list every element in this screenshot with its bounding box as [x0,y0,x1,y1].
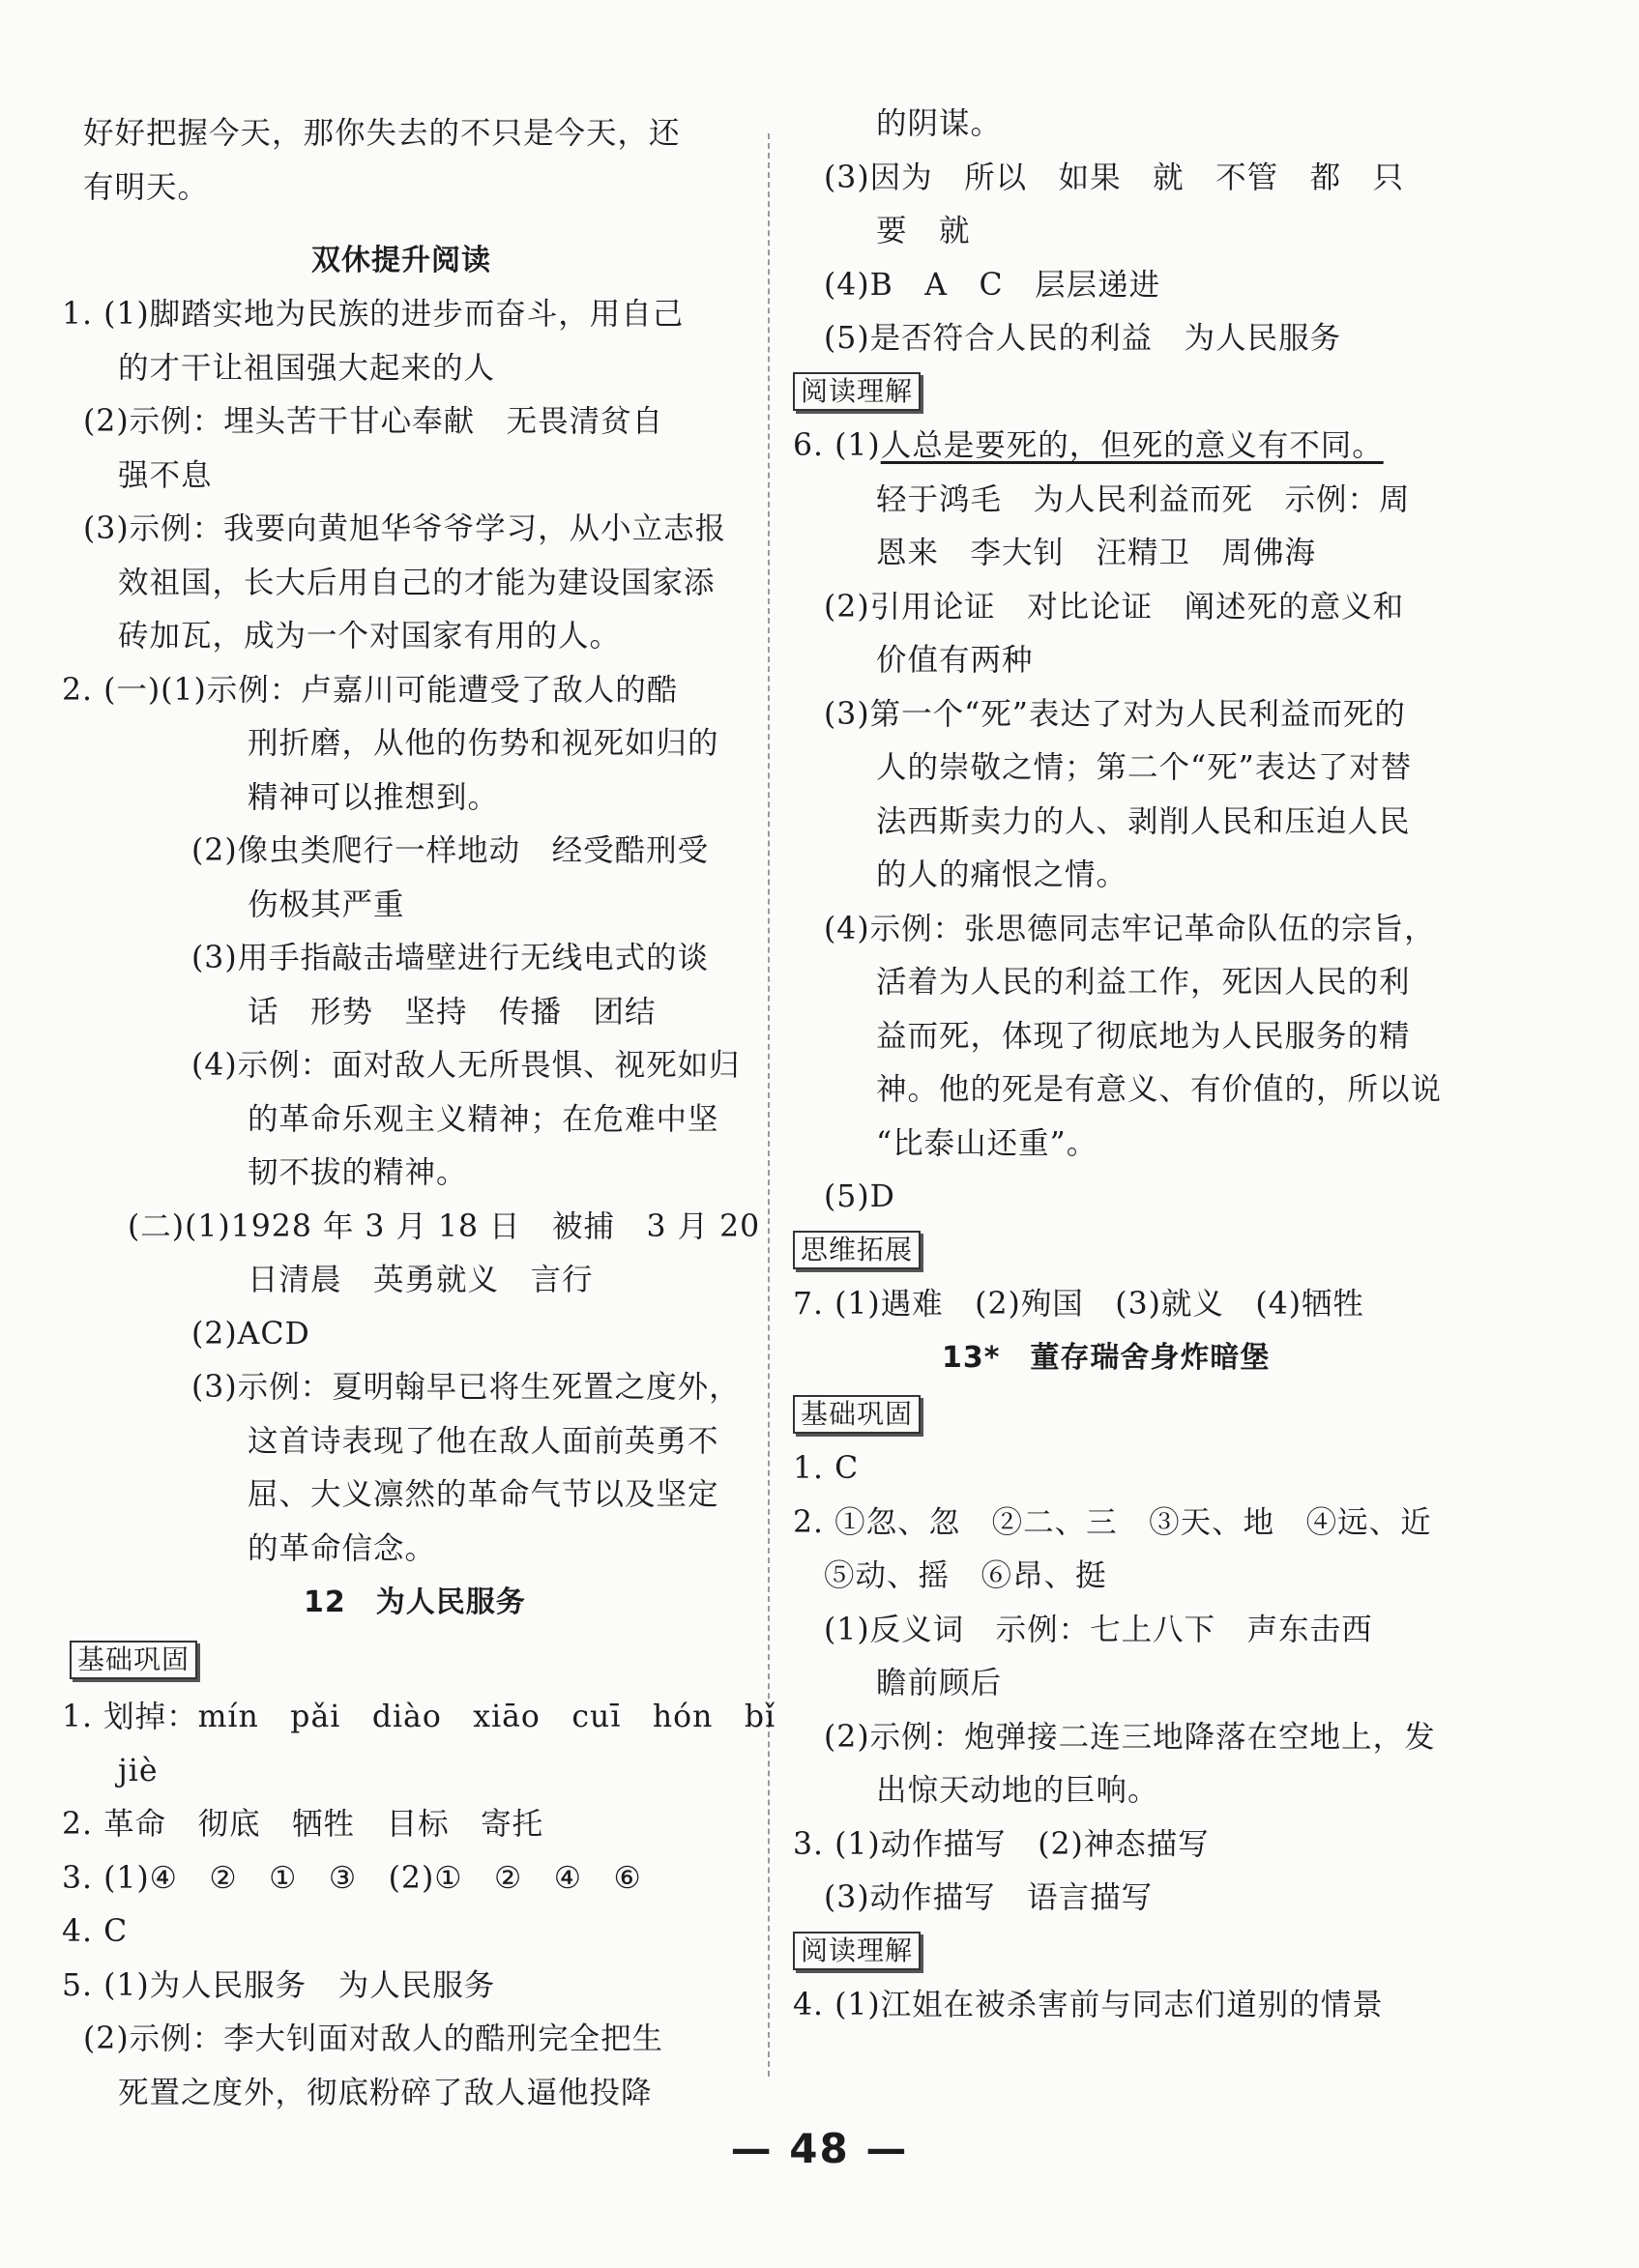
text-line: 的人的痛恨之情。 [876,858,1128,892]
question-item: 2. ①忽、忽 ②二、三 ③天、地 ④远、近 [793,1505,1432,1540]
section-label [793,371,921,411]
question-item: 7. (1)遇难 (2)殉国 (3)就义 (4)牺牲 [793,1287,1365,1322]
question-item: 3. (1)动作描写 (2)神态描写 [793,1827,1210,1862]
answer-item: (2)引用论证 对比论证 阐述死的意义和 [824,590,1405,625]
section-label-box: 阅读理解 [793,1932,921,1970]
answer-item: (2)示例：炮弹接二连三地降落在空地上，发 [824,1720,1436,1755]
question-number: 6. (1) [793,428,881,463]
section-label [793,1230,921,1269]
text-line: 屈、大义凛然的革命气节以及坚定 [248,1477,719,1512]
section-label-box: 基础巩固 [70,1641,197,1679]
section-label-box: 阅读理解 [793,372,921,411]
text-line: 的才干让祖国强大起来的人 [118,351,496,386]
question-item: 1. 划掉：mín pǎi diào xiāo cuī hón bǐ [62,1700,776,1734]
text-line: 强不息 [118,458,213,493]
text-line: 出惊天动地的巨响。 [876,1773,1159,1808]
answer-item: (2)ACD [191,1317,310,1352]
text-line: 人的崇敬之情；第二个“死”表达了对替 [876,750,1413,785]
text-line: 有明天。 [83,170,210,205]
answer-item: (5)是否符合人民的利益 为人民服务 [824,321,1342,356]
section-label [793,1931,921,1970]
text-line: 瞻前顾后 [876,1666,1003,1701]
text-line: 的阴谋。 [876,106,1003,141]
text-line: 精神可以推想到。 [248,780,500,815]
answer-item: (4)示例：张思德同志牢记革命队伍的宗旨， [824,912,1436,946]
lesson-title: 12 为人民服务 [304,1585,526,1619]
answer-item: (3)示例：我要向黄旭华爷爷学习，从小立志报 [83,511,727,546]
question-item: 4. (1)江姐在被杀害前与同志们道别的情景 [793,1988,1384,2022]
text-line: 恩来 李大钊 汪精卫 周佛海 [876,536,1317,570]
text-line: 活着为人民的利益工作，死因人民的利 [876,965,1411,1000]
answer-item: (2)示例：李大钊面对敌人的酷刑完全把生 [83,2021,664,2056]
section-label-box: 思维拓展 [793,1231,921,1269]
answer-item: (4)示例：面对敌人无所畏惧、视死如归 [191,1048,741,1083]
question-item: 2. (一)(1)示例：卢嘉川可能遭受了敌人的酷 [62,673,679,708]
question-item: 1. C [793,1451,860,1486]
question-item: 2. 革命 彻底 牺牲 目标 寄托 [62,1807,544,1842]
text-line: 要 就 [876,214,971,248]
answer-item: (3)示例：夏明翰早已将生死置之度外， [191,1370,741,1405]
text-line: 价值有两种 [876,643,1034,678]
text-line: ⑤动、摇 ⑥昂、挺 [824,1558,1107,1593]
answer-item: (2)像虫类爬行一样地动 经受酷刑受 [191,833,710,868]
text-line: 的革命信念。 [248,1531,437,1566]
answer-item: (3)动作描写 语言描写 [824,1880,1154,1915]
answer-item: (5)D [824,1179,895,1214]
question-item: 3. (1)④ ② ① ③ (2)① ② ④ ⑥ [62,1861,642,1896]
text-line: jiè [118,1754,159,1788]
column-divider [768,133,770,2077]
section-label [70,1640,197,1679]
question-item [793,426,1384,465]
page-number: — 48 — [730,2125,909,2172]
section-label-box: 基础巩固 [793,1395,921,1434]
question-item: 5. (1)为人民服务 为人民服务 [62,1968,496,2003]
text-line: 韧不拔的精神。 [248,1155,468,1190]
text-line: 轻于鸿毛 为人民利益而死 示例：周 [876,482,1411,517]
question-item: 1. (1)脚踏实地为民族的进步而奋斗，用自己 [62,297,685,332]
section-label [793,1394,921,1434]
text-line: 刑折磨，从他的伤势和视死如归的 [248,726,719,761]
text-line: 日清晨 英勇就义 言行 [248,1263,594,1297]
text-line: “比泰山还重”。 [876,1126,1098,1161]
answer-item: (3)用手指敲击墙壁进行无线电式的谈 [191,941,710,975]
text-line: 这首诗表现了他在敌人面前英勇不 [248,1424,719,1459]
answer-item: (二)(1)1928 年 3 月 18 日 被捕 3 月 20 [128,1209,761,1244]
text-line: 的革命乐观主义精神；在危难中坚 [248,1102,719,1137]
answer-item: (3)第一个“死”表达了对为人民利益而死的 [824,697,1406,732]
text-line: 法西斯卖力的人、剥削人民和压迫人民 [876,804,1411,839]
text-line: 话 形势 坚持 传播 团结 [248,995,657,1030]
text-line: 益而死，体现了彻底地为人民服务的精 [876,1019,1411,1054]
lesson-title: 13* 董存瑞舍身炸暗堡 [942,1341,1271,1375]
text-line: 效祖国，长大后用自己的才能为建设国家添 [118,566,716,600]
text-line: 死置之度外，彻底粉碎了敌人逼他投降 [118,2076,653,2110]
answer-item: (4)B A C 层层递进 [824,268,1161,303]
text-line: 伤极其严重 [248,887,405,922]
question-item: 4. C [62,1914,129,1949]
text-line: 好好把握今天，那你失去的不只是今天，还 [83,116,681,151]
text-line: 神。他的死是有意义、有价值的，所以说 [876,1072,1443,1107]
underlined-answer: 人总是要死的，但死的意义有不同。 [880,428,1384,463]
answer-item: (3)因为 所以 如果 就 不管 都 只 [824,160,1405,195]
answer-item: (1)反义词 示例：七上八下 声东击西 [824,1613,1373,1647]
section-heading: 双休提升阅读 [311,244,491,277]
text-line: 砖加瓦，成为一个对国家有用的人。 [118,619,622,654]
answer-item: (2)示例：埋头苦干甘心奉献 无畏清贫自 [83,404,664,439]
